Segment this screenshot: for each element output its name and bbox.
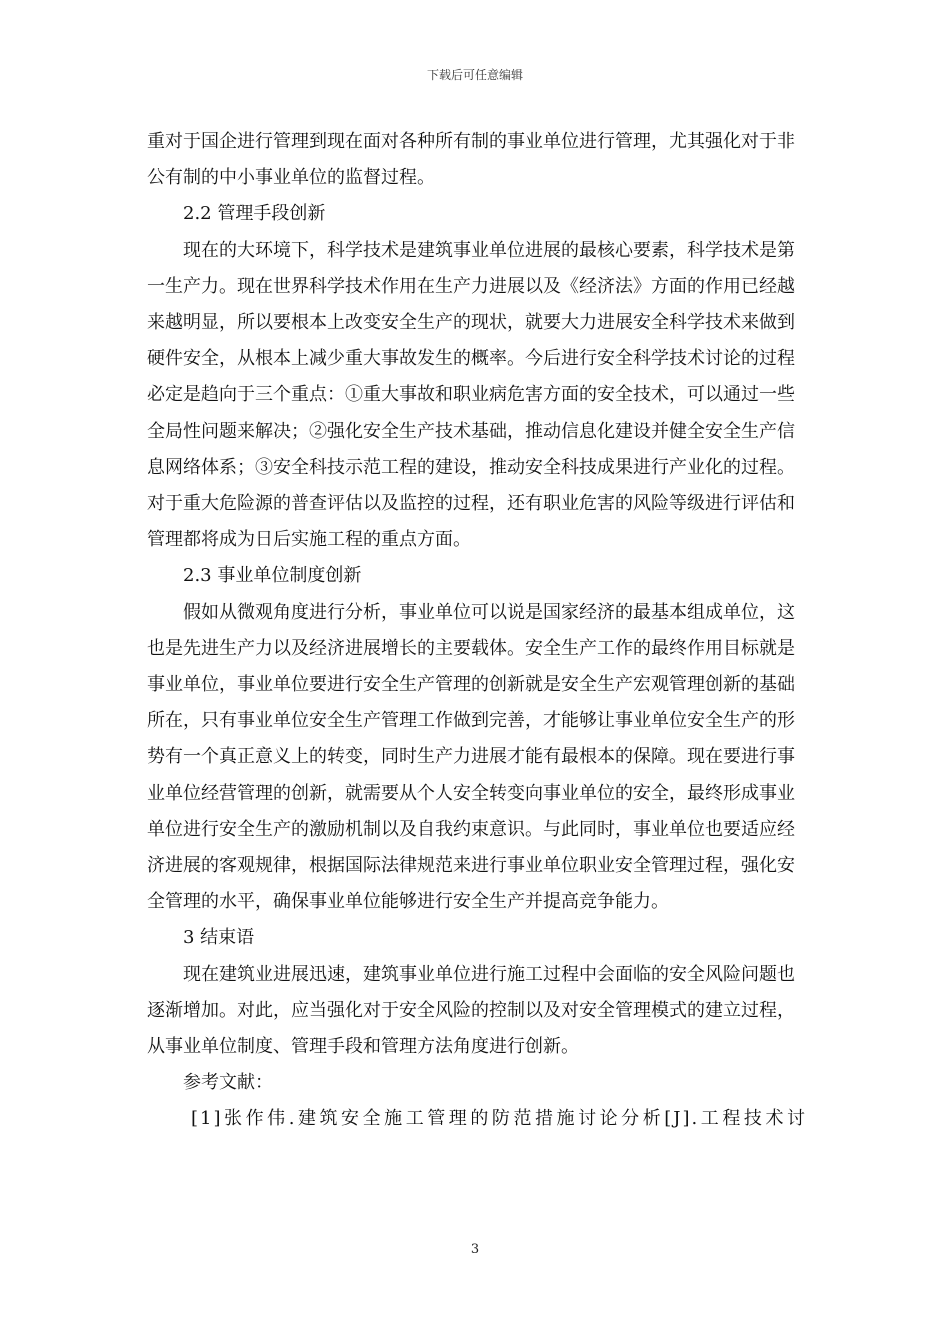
reference-item: [1]张作伟.建筑安全施工管理的防范措施讨论分析[J].工程技术讨 xyxy=(191,1108,807,1130)
paragraph-conclusion: 现在建筑业进展迅速，建筑事业单位进行施工过程中会面临的安全风险问题也逐渐增加。对此，应当强化对于安全风险的控制以及对安全管理模式的建立过程，从事业单位制度、管理手段和管理方法角度进行创新。 xyxy=(147,963,795,1058)
paragraph-continuation: 重对于国企进行管理到现在面对各种所有制的事业单位进行管理，尤其强化对于非公有制的中小事业单位的监督过程。 xyxy=(147,131,795,189)
paragraph-technology: 现在的大环境下，科学技术是建筑事业单位进展的最核心要素，科学技术是第一生产力。现在世界科学技术作用在生产力进展以及《经济法》方面的作用已经越来越明显，所以要根本上改变安全生产的现状，就要大力进展安全科学技术来做到硬件安全，从根本上减少重大事故发生的概率。今后进行安全科学技术讨论的过程必定是趋向于三个重点：①重大事故和职业病危害方面的安全技术，可以通过一些全局性问题来解决；②强化安全生产技术基础，推动信息化建设并健全安全生产信息网络体系；③安全科技示范工程的建设，推动安全科技成果进行产业化的过程。对于重大危险源的普查评估以及监控的过程，还有职业危害的风险等级进行评估和管理都将成为日后实施工程的重点方面。 xyxy=(147,239,795,551)
section-heading-2-3: 2.3 事业单位制度创新 xyxy=(183,565,362,587)
page-header: 下载后可任意编辑 xyxy=(426,68,523,82)
section-heading-3: 3 结束语 xyxy=(183,927,255,949)
references-heading: 参考文献： xyxy=(183,1072,273,1094)
document-body xyxy=(147,124,807,1138)
paragraph-institution: 假如从微观角度进行分析，事业单位可以说是国家经济的最基本组成单位，这也是先进生产力以及经济进展增长的主要载体。安全生产工作的最终作用目标就是事业单位，事业单位要进行安全生产管理的创新就是安全生产宏观管理创新的基础所在，只有事业单位安全生产管理工作做到完善，才能够让事业单位安全生产的形势有一个真正意义上的转变，同时生产力进展才能有最根本的保障。现在要进行事业单位经营管理的创新，就需要从个人安全转变向事业单位的安全，最终形成事业单位进行安全生产的激励机制以及自我约束意识。与此同时，事业单位也要适应经济进展的客观规律，根据国际法律规范来进行事业单位职业安全管理过程，强化安全管理的水平，确保事业单位能够进行安全生产并提高竞争能力。 xyxy=(147,601,795,913)
page-number: 3 xyxy=(470,1242,480,1257)
section-heading-2-2: 2.2 管理手段创新 xyxy=(183,203,326,225)
